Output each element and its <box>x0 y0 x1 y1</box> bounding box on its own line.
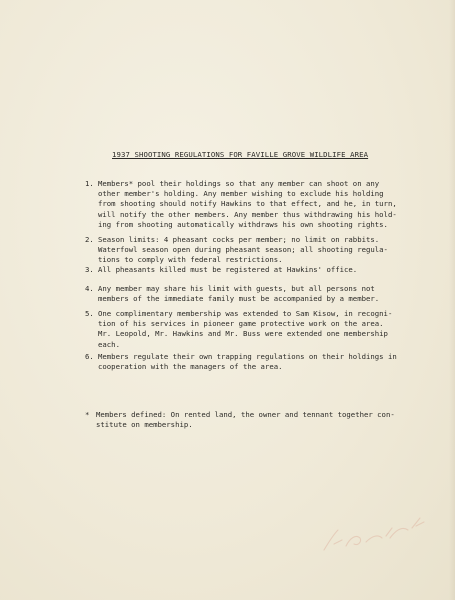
footnote-marker: * <box>85 410 90 419</box>
item-text <box>98 235 388 266</box>
item-line: ing from shooting automatically withdraws his own shooting rights. <box>98 219 388 229</box>
item-line: each. <box>98 339 120 349</box>
page-edge-shadow <box>449 0 455 600</box>
faint-pencil-annotation <box>320 500 430 560</box>
item-number: 6. <box>85 352 94 361</box>
item-number: 1. <box>85 179 94 188</box>
item-number: 4. <box>85 284 94 293</box>
item-line: All pheasants killed must be registered at Hawkins' office. <box>98 265 358 274</box>
item-line: Members* pool their holdings so that any member can shoot on any <box>98 179 380 188</box>
item-line: Mr. Leopold, Mr. Hawkins and Mr. Buss were extended one membership <box>98 329 388 339</box>
item-line: members of the immediate family must be accompanied by a member. <box>98 294 380 304</box>
item-line: from shooting should notify Hawkins to that effect, and he, in turn, <box>98 199 397 209</box>
item-line: One complimentary membership was extended to Sam Kisow, in recogni- <box>98 309 393 318</box>
item-text <box>98 309 392 350</box>
item-text <box>98 352 397 372</box>
item-line: other member's holding. Any member wishing to exclude his holding <box>98 189 384 199</box>
footnote-line: Members defined: On rented land, the owner and tennant together con- <box>96 410 395 419</box>
item-number: 5. <box>85 309 94 318</box>
item-text <box>98 284 379 304</box>
item-line: Season limits: 4 pheasant cocks per member; no limit on rabbits. <box>98 235 380 244</box>
item-number: 2. <box>85 235 94 244</box>
item-text <box>98 265 357 275</box>
document-title: 1937 SHOOTING REGULATIONS FOR FAVILLE GROVE WILDLIFE AREA <box>112 150 369 159</box>
item-line: Any member may share his limit with guests, but all persons not <box>98 284 375 293</box>
item-line: cooperation with the managers of the area. <box>98 362 283 372</box>
footnote-line: stitute on membership. <box>96 420 193 430</box>
item-text <box>98 179 397 230</box>
item-line: will notify the other members. Any member thus withdrawing his hold- <box>98 209 397 219</box>
item-line: Members regulate their own trapping regulations on their holdings in <box>98 352 397 361</box>
item-line: Waterfowl season open during pheasant season; all shooting regula- <box>98 245 388 255</box>
footnote-text <box>96 410 395 430</box>
item-line: tion of his services in pioneer game protective work on the area. <box>98 319 384 329</box>
item-line: tions to comply with federal restrictions. <box>98 255 283 265</box>
item-number: 3. <box>85 265 94 274</box>
